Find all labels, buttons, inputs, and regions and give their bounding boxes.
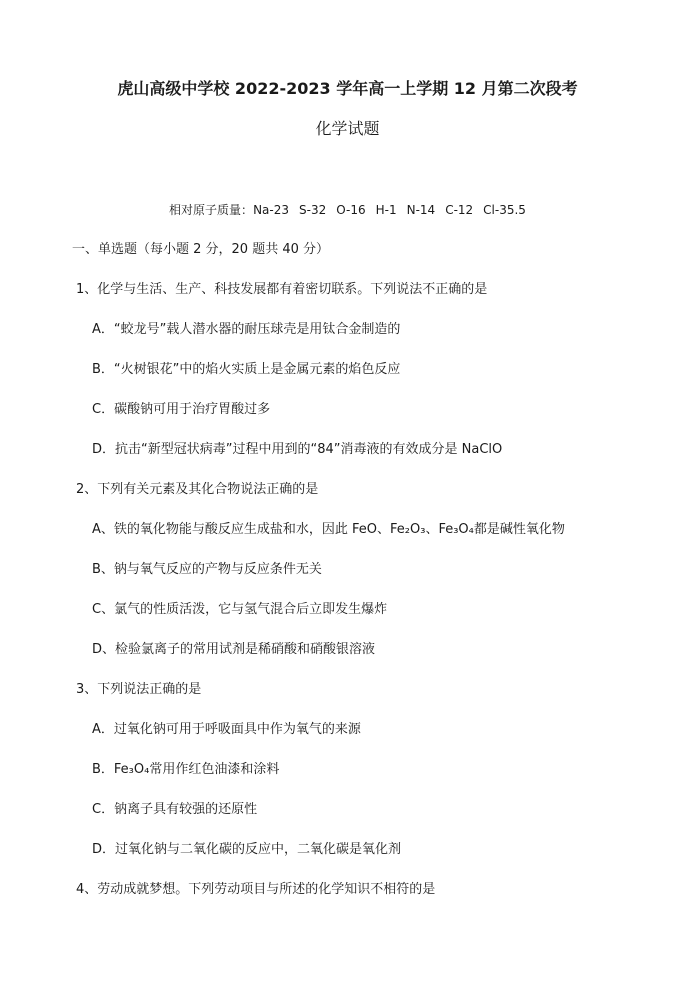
atomic-mass-item: S-32 — [299, 203, 327, 217]
section-heading: 一、单选题（每小题 2 分，20 题共 40 分） — [72, 242, 330, 257]
question-1-option-b: B．“火树银花”中的焰火实质上是金属元素的焰色反应 — [92, 362, 401, 377]
question-stem-3: 3、下列说法正确的是 — [76, 682, 202, 697]
atomic-mass-item: O-16 — [336, 203, 366, 217]
question-1-option-a: A．“蛟龙号”载人潜水器的耐压球壳是用钛合金制造的 — [92, 322, 401, 337]
question-2-option-b: B、钠与氧气反应的产物与反应条件无关 — [92, 562, 322, 577]
question-2-option-a: A、铁的氧化物能与酸反应生成盐和水，因此 FeO、Fe₂O₃、Fe₃O₄都是碱性氧化物 — [92, 522, 565, 537]
question-3-option-d: D．过氧化钠与二氧化碳的反应中，二氧化碳是氧化剂 — [92, 842, 402, 857]
question-2-option-c: C、氯气的性质活泼，它与氢气混合后立即发生爆炸 — [92, 602, 388, 617]
atomic-mass-item: C-12 — [445, 203, 474, 217]
page-title: 虎山高级中学校 2022-2023 学年高一上学期 12 月第二次段考 — [117, 79, 578, 98]
question-stem-2: 2、下列有关元素及其化合物说法正确的是 — [76, 482, 319, 497]
question-1-option-c: C．碳酸钠可用于治疗胃酸过多 — [92, 402, 271, 417]
question-3-option-b: B．Fe₃O₄常用作红色油漆和涂料 — [92, 762, 280, 777]
atomic-mass-line — [0, 200, 695, 220]
question-stem-4: 4、劳动成就梦想。下列劳动项目与所述的化学知识不相符的是 — [76, 882, 436, 897]
atomic-mass-item: Na-23 — [253, 203, 289, 217]
question-2-option-d: D、检验氯离子的常用试剂是稀硝酸和硝酸银溶液 — [92, 642, 376, 657]
page-subtitle: 化学试题 — [315, 119, 380, 138]
atomic-mass-item: Cl-35.5 — [483, 203, 526, 217]
atomic-mass-label: 相对原子质量： — [169, 203, 254, 217]
question-stem-1: 1、化学与生活、生产、科技发展都有着密切联系。下列说法不正确的是 — [76, 282, 488, 297]
question-1-option-d: D．抗击“新型冠状病毒”过程中用到的“84”消毒液的有效成分是 NaClO — [92, 442, 503, 457]
atomic-mass-item: N-14 — [406, 203, 436, 217]
question-3-option-c: C．钠离子具有较强的还原性 — [92, 802, 258, 817]
question-3-option-a: A．过氧化钠可用于呼吸面具中作为氧气的来源 — [92, 722, 361, 737]
atomic-mass-item: H-1 — [375, 203, 397, 217]
